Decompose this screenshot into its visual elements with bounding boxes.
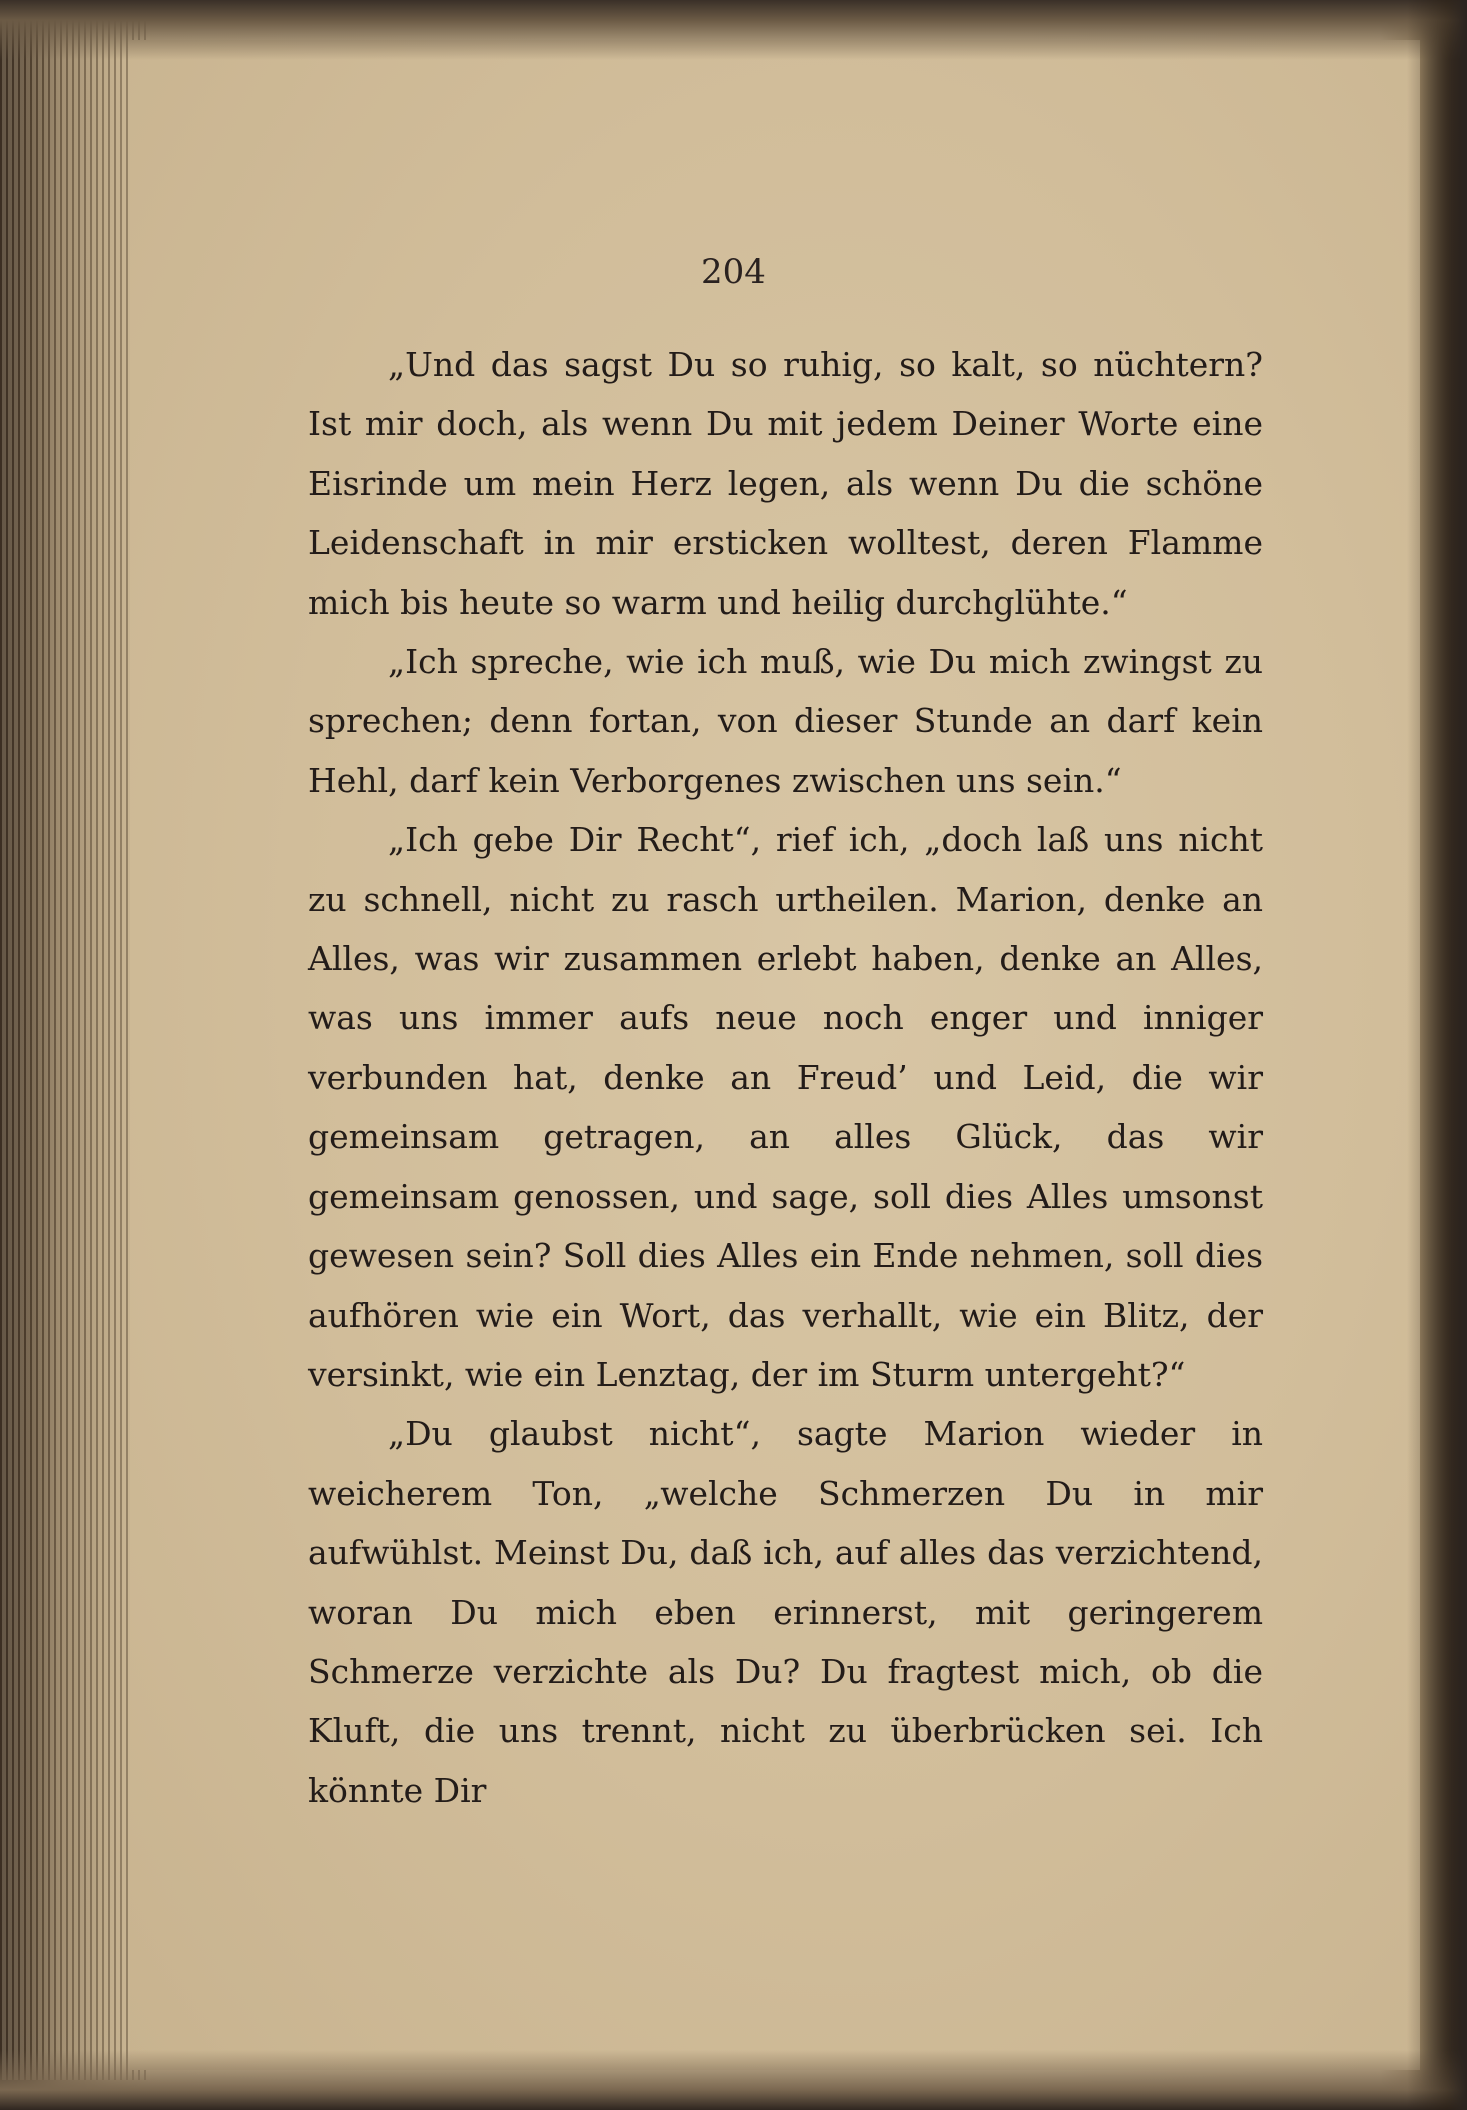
bottom-edge-shadow xyxy=(0,2050,1467,2110)
right-binding-gutter xyxy=(1407,0,1467,2110)
paragraph: „Ich gebe Dir Recht“, rief ich, „doch laß uns nicht zu schnell, nicht zu rasch urtheilen. Marion, denke an Alles, was wir zusammen erlebt haben, denke an Alles, was uns immer aufs neue noch enger und inniger verbunden hat, denke an Freud’ und Leid, die wir gemeinsam getragen, an alles Glück, das wir gemeinsam genossen, und sage, soll dies Alles umsonst gewesen sein? Soll dies Alles ein Ende nehmen, soll dies aufhören wie ein Wort, das verhallt, wie ein Blitz, der versinkt, wie ein Lenztag, der im Sturm untergeht?“ xyxy=(308,820,1263,1394)
page-number: 204 xyxy=(701,252,766,292)
paragraph: „Und das sagst Du so ruhig, so kalt, so nüchtern? Ist mir doch, als wenn Du mit jedem Deiner Worte eine Eisrinde um mein Herz legen, als wenn Du die schöne Leidenschaft in mir ersticken wolltest, deren Flamme mich bis heute so warm und heilig durchglühte.“ xyxy=(308,345,1263,622)
page-edges xyxy=(0,20,150,2080)
top-edge-shadow xyxy=(0,0,1467,60)
paragraph: „Ich spreche, wie ich muß, wie Du mich zwingst zu sprechen; denn fortan, von dieser Stunde an darf kein Hehl, darf kein Verborgenes zwischen uns sein.“ xyxy=(308,642,1263,800)
paragraph: „Du glaubst nicht“, sagte Marion wieder in weicherem Ton, „welche Schmerzen Du in mir aufwühlst. Meinst Du, daß ich, auf alles das verzichtend, woran Du mich eben erinnerst, mit geringerem Schmerze verzichte als Du? Du fragtest mich, ob die Kluft, die uns trennt, nicht zu überbrücken sei. Ich könnte Dir xyxy=(308,1414,1263,1810)
body-text xyxy=(308,335,1263,1820)
